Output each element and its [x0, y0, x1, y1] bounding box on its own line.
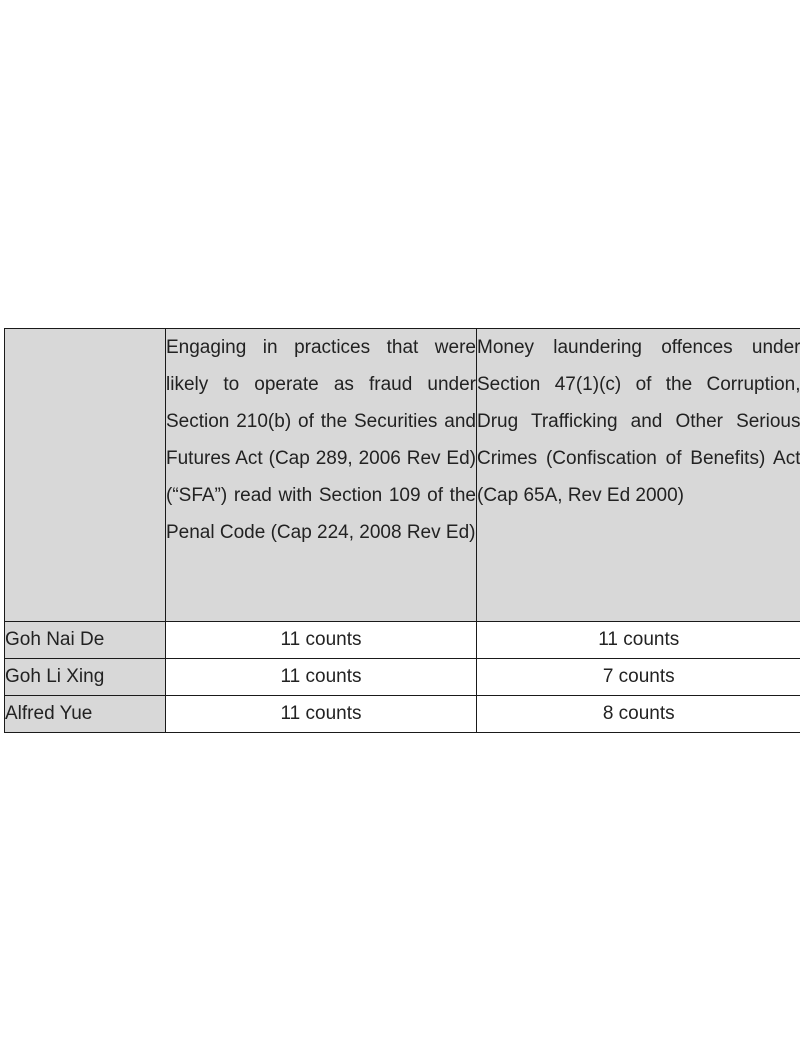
header-sfa-charge: Engaging in practices that were likely to operate as fraud under Section 210(b) of the Securities and Futures Act (Cap 289, 2006 Rev Ed) (“SFA”) read with Section 109 of the Penal Code (Cap 224, 2008 Rev Ed) — [166, 329, 477, 622]
table-row — [5, 659, 800, 696]
charges-table — [4, 328, 800, 733]
sfa-count: 11 counts — [166, 622, 477, 659]
cdsa-count: 11 counts — [477, 622, 800, 659]
defendant-name: Goh Li Xing — [5, 659, 166, 696]
header-cdsa-charge: Money laundering offences under Section 47(1)(c) of the Corruption, Drug Trafficking and Other Serious Crimes (Confiscation of Benefits) Act (Cap 65A, Rev Ed 2000) — [477, 329, 800, 622]
table-header-row — [5, 329, 800, 622]
defendant-name: Alfred Yue — [5, 696, 166, 733]
sfa-count: 11 counts — [166, 696, 477, 733]
table-row — [5, 696, 800, 733]
cdsa-count: 7 counts — [477, 659, 800, 696]
cdsa-count: 8 counts — [477, 696, 800, 733]
defendant-name: Goh Nai De — [5, 622, 166, 659]
header-defendant-cell — [5, 329, 166, 622]
table-row — [5, 622, 800, 659]
sfa-count: 11 counts — [166, 659, 477, 696]
